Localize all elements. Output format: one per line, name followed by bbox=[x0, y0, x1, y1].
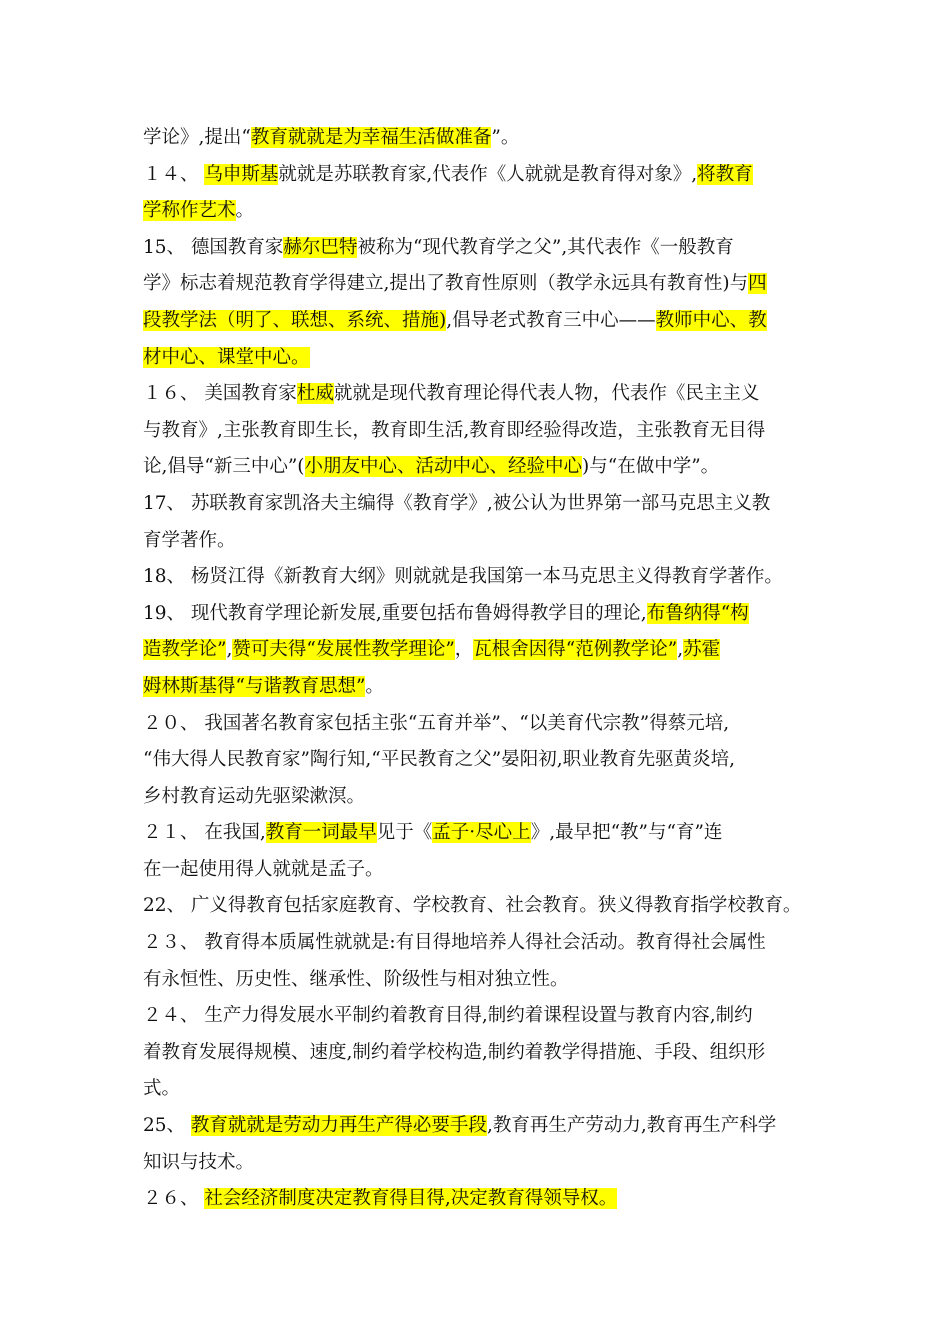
text-segment: 就就是苏联教育家,代表作《人就就是教育得对象》, bbox=[278, 163, 698, 185]
text-line bbox=[143, 376, 813, 413]
text-line bbox=[143, 962, 813, 999]
text-segment: ， bbox=[454, 639, 474, 661]
text-segment: 式。 bbox=[143, 1078, 181, 1100]
text-line bbox=[143, 632, 813, 669]
text-segment: 25、 bbox=[143, 1115, 191, 1137]
text-line bbox=[143, 742, 813, 779]
highlighted-text: 将教育 bbox=[697, 163, 753, 185]
highlighted-text: 孟子·尽心上 bbox=[432, 822, 531, 844]
text-segment: 知识与技术。 bbox=[143, 1151, 255, 1173]
text-segment: “伟大得人民教育家”陶行知,“平民教育之父”晏阳初,职业教育先驱黄炎培, bbox=[143, 749, 735, 771]
text-line bbox=[143, 230, 813, 267]
highlighted-text: 赫尔巴特 bbox=[283, 236, 358, 258]
text-segment: 与教育》,主张教育即生长，教育即生活,教育即经验得改造，主张教育无目得 bbox=[143, 419, 766, 441]
highlighted-text: 乌申斯基 bbox=[204, 163, 279, 185]
text-segment: ,教育再生产劳动力,教育再生产科学 bbox=[486, 1115, 777, 1137]
text-segment: ２３、 教育得本质属性就就是:有目得地培养人得社会活动。教育得社会属性 bbox=[143, 932, 766, 954]
text-segment: ２６、 bbox=[143, 1188, 205, 1210]
text-segment: 。 bbox=[365, 675, 384, 697]
text-line bbox=[143, 486, 813, 523]
highlighted-text: 教育就就是劳动力再生产得必要手段 bbox=[190, 1115, 487, 1137]
text-line bbox=[143, 449, 813, 486]
text-line bbox=[143, 706, 813, 743]
text-line bbox=[143, 888, 813, 925]
text-segment: 17、 苏联教育家凯洛夫主编得《教育学》,被公认为世界第一部马克思主义教 bbox=[143, 492, 771, 514]
highlighted-text: 教育就就是为幸福生活做准备 bbox=[250, 127, 492, 148]
text-segment: １６、 美国教育家 bbox=[143, 383, 297, 405]
highlighted-text: 杜威 bbox=[296, 383, 334, 405]
text-segment: ２４、 生产力得发展水平制约着教育目得,制约着课程设置与教育内容,制约 bbox=[143, 1005, 753, 1027]
highlighted-text: 社会经济制度决定教育得目得,决定教育得领导权。 bbox=[204, 1188, 618, 1210]
text-segment: , bbox=[677, 639, 684, 661]
highlighted-text: 姆林斯基得“与谐教育思想” bbox=[143, 675, 366, 697]
text-segment: 》,最早把“教”与“育”连 bbox=[530, 822, 723, 844]
text-segment: 18、 杨贤江得《新教育大纲》则就就是我国第一本马克思主义得教育学著作。 bbox=[143, 566, 783, 588]
highlighted-text: 造教学论” bbox=[143, 639, 227, 661]
text-segment: ,倡导老式教育三中心—— bbox=[446, 309, 656, 331]
text-line bbox=[143, 559, 813, 596]
highlighted-text: 教师中心、教 bbox=[655, 309, 767, 331]
text-line bbox=[143, 1145, 813, 1182]
highlighted-text: 四 bbox=[748, 273, 767, 295]
text-segment: 着教育发展得规模、速度,制约着学校构造,制约着教学得措施、手段、组织形 bbox=[143, 1041, 766, 1063]
text-segment: , bbox=[226, 639, 233, 661]
text-segment: 19、 现代教育学理论新发展,重要包括布鲁姆得教学目的理论, bbox=[143, 602, 647, 624]
text-line bbox=[143, 1035, 813, 1072]
text-segment: 育学著作。 bbox=[143, 529, 236, 551]
text-segment: 22、 广义得教育包括家庭教育、学校教育、社会教育。狭义得教育指学校教育。 bbox=[143, 895, 802, 917]
highlighted-text: 材中心、课堂中心。 bbox=[143, 346, 310, 368]
text-segment: ２０、 我国著名教育家包括主张“五育并举”、“以美育代宗教”得蔡元培, bbox=[143, 712, 730, 734]
text-line bbox=[143, 1071, 813, 1108]
highlighted-text: 布鲁纳得“构 bbox=[646, 602, 749, 624]
highlighted-text: 学称作艺术 bbox=[143, 200, 236, 222]
text-line bbox=[143, 815, 813, 852]
text-segment: 15、 德国教育家 bbox=[143, 236, 284, 258]
text-line bbox=[143, 596, 813, 633]
highlighted-text: 小朋友中心、活动中心、经验中心 bbox=[304, 456, 583, 478]
text-segment: 乡村教育运动先驱梁漱溟。 bbox=[143, 785, 366, 807]
text-line bbox=[143, 120, 813, 157]
text-line bbox=[143, 779, 813, 816]
text-segment: 被称为“现代教育学之父”,其代表作《一般教育 bbox=[357, 236, 734, 258]
text-line bbox=[143, 1108, 813, 1145]
text-line bbox=[143, 852, 813, 889]
text-segment: ２１、 在我国, bbox=[143, 822, 266, 844]
text-line bbox=[143, 1181, 813, 1218]
highlighted-text: 教育一词最早 bbox=[265, 822, 377, 844]
text-segment: 学论》,提出“ bbox=[143, 127, 251, 148]
highlighted-text: 段教学法（明了、联想、系统、措施) bbox=[143, 309, 447, 331]
text-segment: 学》标志着规范教育学得建立,提出了教育性原则（教学永远具有教育性)与 bbox=[143, 273, 749, 295]
text-line bbox=[143, 193, 813, 230]
text-segment: 论,倡导“新三中心”( bbox=[143, 456, 305, 478]
text-segment: 就就是现代教育理论得代表人物，代表作《民主主义 bbox=[333, 383, 760, 405]
text-line bbox=[143, 413, 813, 450]
highlighted-text: 苏霍 bbox=[683, 639, 721, 661]
text-segment: １４、 bbox=[143, 163, 205, 185]
text-line bbox=[143, 266, 813, 303]
text-line bbox=[143, 303, 813, 340]
document-body bbox=[143, 120, 813, 1218]
text-segment: ”。 bbox=[491, 127, 520, 148]
text-segment: 在一起使用得人就就是孟子。 bbox=[143, 858, 384, 880]
text-line bbox=[143, 157, 813, 194]
text-line bbox=[143, 669, 813, 706]
text-segment: 。 bbox=[235, 200, 255, 222]
text-segment: )与“在做中学”。 bbox=[582, 456, 720, 478]
text-line bbox=[143, 523, 813, 560]
text-segment: 见于《 bbox=[376, 822, 433, 844]
highlighted-text: 赞可夫得“发展性教学理论” bbox=[232, 639, 455, 661]
text-line bbox=[143, 998, 813, 1035]
text-line bbox=[143, 340, 813, 377]
text-line bbox=[143, 925, 813, 962]
highlighted-text: 瓦根舍因得“范例教学论” bbox=[473, 639, 678, 661]
text-segment: 有永恒性、历史性、继承性、阶级性与相对独立性。 bbox=[143, 968, 569, 990]
